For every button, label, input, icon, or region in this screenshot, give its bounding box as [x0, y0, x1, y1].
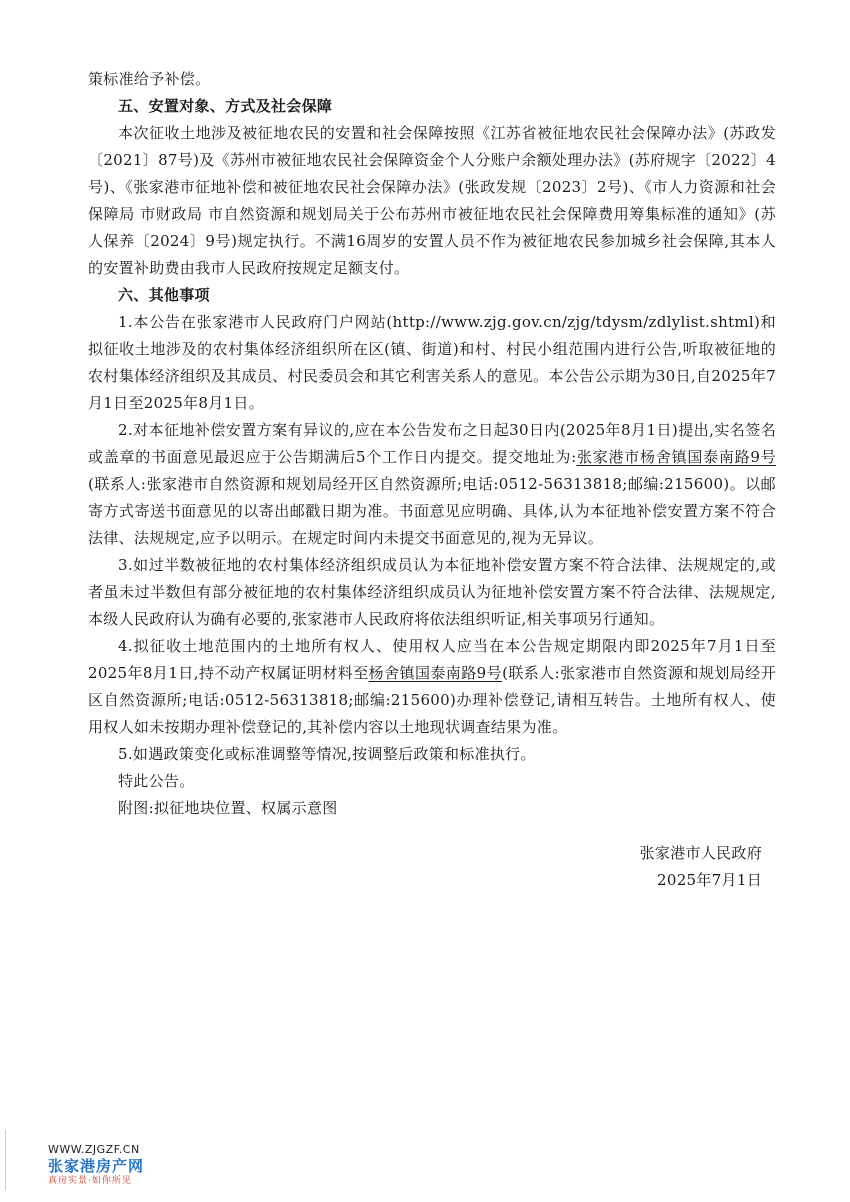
section6-item4	[88, 633, 776, 741]
section6-item1: 1.本公告在张家港市人民政府门户网站(http://www.zjg.gov.cn/zjg/tdysm/zdlylist.shtml)和拟征收土地涉及的农村集体经济组织所在区(镇、街道)和村、村民小组范围内进行公告,听取被征地的农村集体经济组织及其成员、村民委员会和其它利害关系人的意见。本公告公示期为30日,自2025年7月1日至2025年8月1日。	[88, 313, 776, 412]
section6-item3: 3.如过半数被征地的农村集体经济组织成员认为本征地补偿安置方案不符合法律、法规规定的,或者虽未过半数但有部分被征地的农村集体经济组织成员认为征地补偿安置方案不符合法律、法规规定,本级人民政府认为确有必要的,张家港市人民政府将依法组织听证,相关事项另行通知。	[88, 556, 776, 628]
signature-org: 张家港市人民政府	[639, 844, 762, 862]
section5-heading: 五、安置对象、方式及社会保障	[118, 97, 333, 115]
item4-text-b: (联系人:张家港市自然资源和规划局经开区自然资源所;电话:0512-56313818;邮编:215600)办理补偿登记,请相互转告。土地所有权人、使用权人如未按期办理补偿登记的,其补偿内容以土地现状调查结果为准。	[88, 664, 776, 736]
item4-text-a: 4.拟征收土地范围内的土地所有权人、使用权人应当在本公告规定期限内即2025年7月1日至2025年8月1日,持不动产权属证明材料至	[88, 637, 776, 682]
watermark-brand: 张家港房产网	[48, 1157, 145, 1175]
watermark-tagline: 真房实景·如你所见	[48, 1176, 132, 1186]
section5-paragraph: 本次征收土地涉及被征地农民的安置和社会保障按照《江苏省被征地农民社会保障办法》(苏政发〔2021〕87号)及《苏州市被征地农民社会保障资金个人分账户余额处理办法》(苏府规字〔2022〕4号)、《张家港市征地补偿和被征地农民社会保障办法》(张政发规〔2023〕2号)、《市人力资源和社会保障局 市财政局 市自然资源和规划局关于公布苏州市被征地农民社会保障费用筹集标准的通知》(苏人保养〔2024〕9号)规定执行。不满16周岁的安置人员不作为被征地农民参加城乡社会保障,其本人的安置补助费由我市人民政府按规定足额支付。	[88, 124, 776, 277]
section6-item2	[88, 417, 776, 552]
section6-heading: 六、其他事项	[118, 286, 210, 304]
closing-text: 特此公告。	[118, 772, 195, 790]
section6-item5: 5.如遇政策变化或标准调整等情况,按调整后政策和标准执行。	[118, 745, 536, 763]
item2-address: 张家港市杨舍镇国泰南路9号	[576, 448, 777, 466]
item2-text-b: (联系人:张家港市自然资源和规划局经开区自然资源所;电话:0512-56313818;邮编:215600)。以邮寄方式寄送书面意见的以寄出邮戳日期为准。书面意见应明确、具体,认为本征地补偿安置方案不符合法律、法规规定,应予以明示。在规定时间内未提交书面意见的,视为无异议。	[88, 475, 776, 547]
signature-date: 2025年7月1日	[657, 871, 762, 889]
item2-text-a: 2.对本征地补偿安置方案有异议的,应在本公告发布之日起30日内(2025年8月1日)提出,实名签名或盖章的书面意见最迟应于公告期满后5个工作日内提交。提交地址为:	[88, 421, 776, 466]
document-body	[88, 66, 776, 894]
item4-address: 杨舍镇国泰南路9号	[368, 664, 503, 682]
signature-block	[88, 840, 776, 894]
watermark-logo	[48, 1143, 188, 1187]
watermark-url: WWW.ZJGZF.CN	[48, 1143, 140, 1156]
margin-divider	[5, 1130, 6, 1190]
lead-line: 策标准给予补偿。	[88, 70, 211, 88]
attachment-note: 附图:拟征地块位置、权属示意图	[118, 799, 338, 817]
